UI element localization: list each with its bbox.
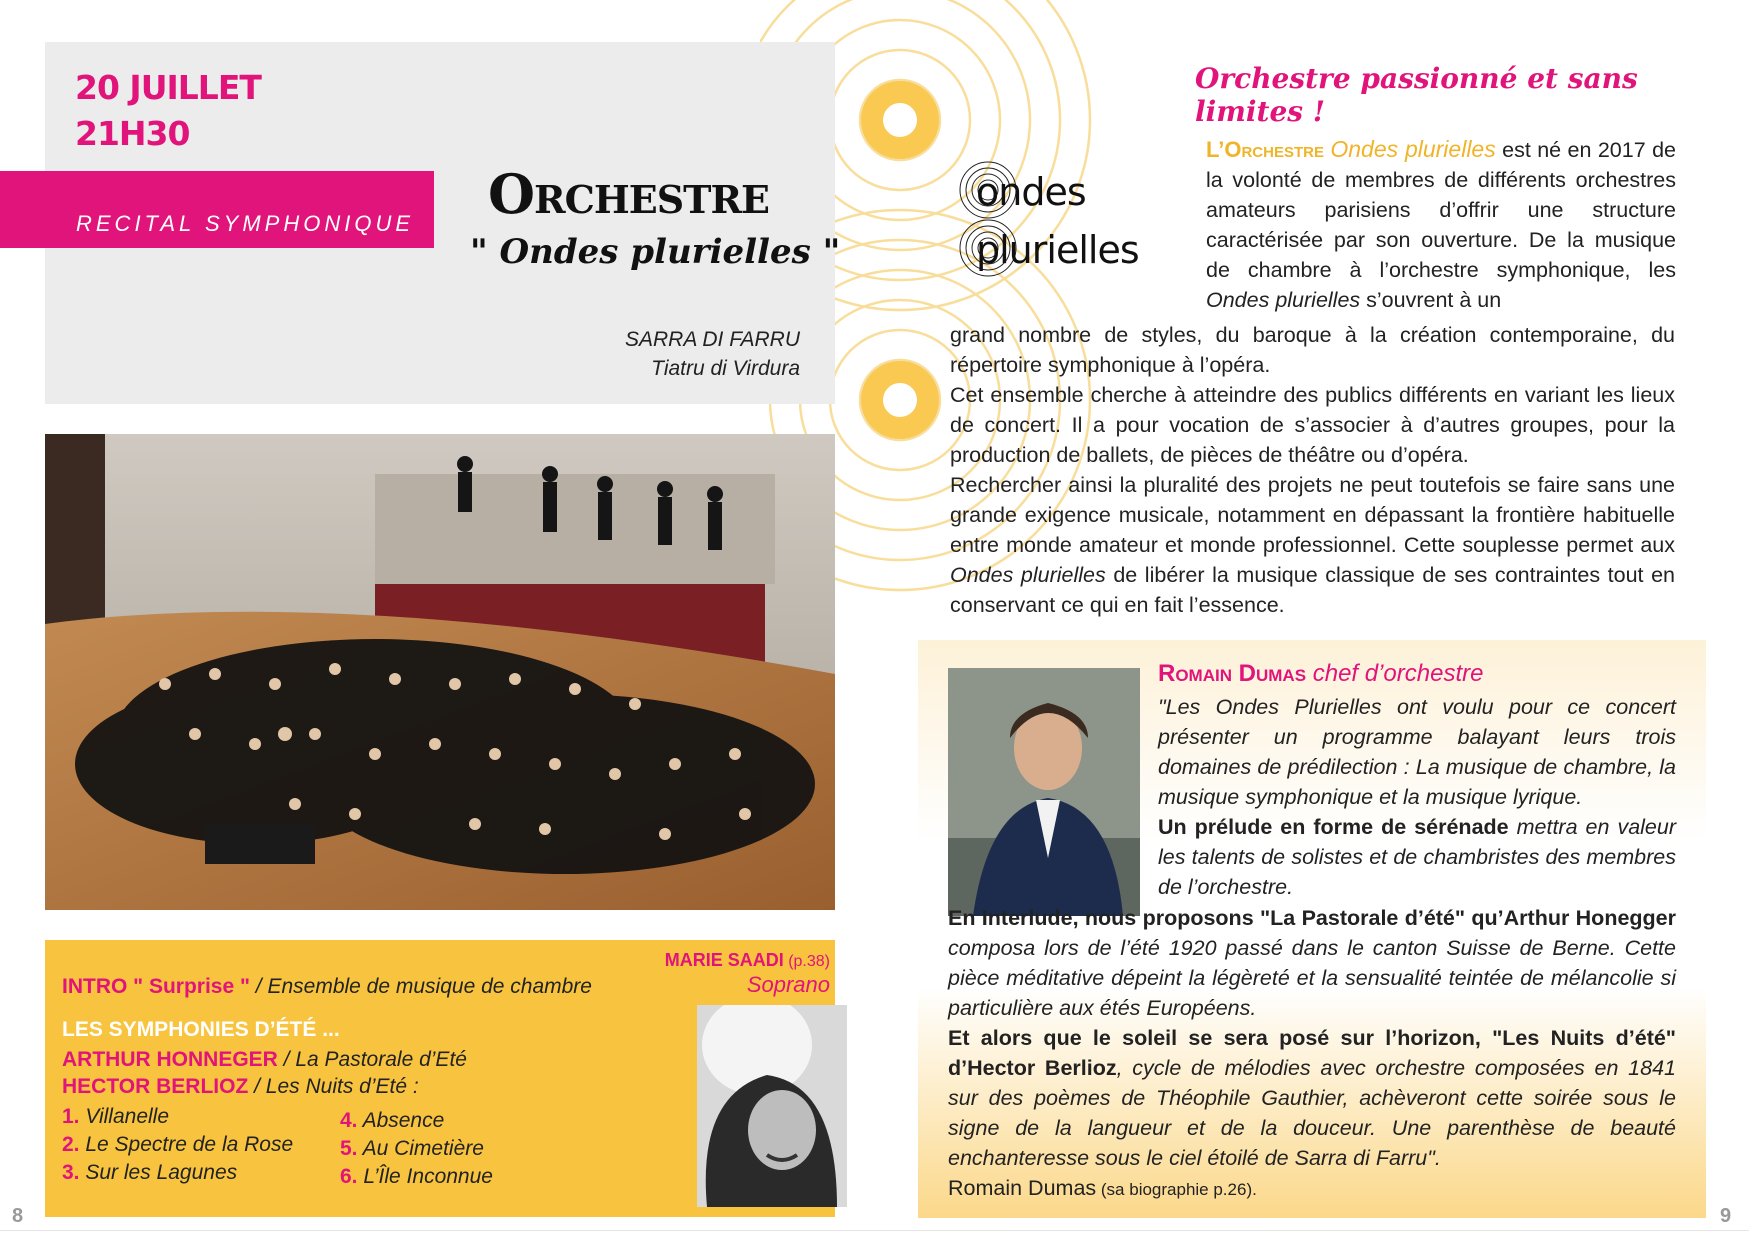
list-item: 5. Au Cimetière bbox=[340, 1137, 484, 1160]
quote-highlight: Et alors que le soleil se sera posé sur l’horizon, "Les Nuits d’été" d’Hector Berlioz bbox=[948, 1026, 1676, 1080]
soloist-role: Soprano bbox=[746, 972, 830, 997]
intro-label: INTRO " Surprise " bbox=[62, 975, 250, 998]
conductor-photo bbox=[948, 668, 1140, 916]
composer-name: ARTHUR HONNEGER bbox=[62, 1048, 278, 1071]
lead-word: L’Orchestre bbox=[1206, 137, 1324, 162]
quote-text: "Les Ondes Plurielles ont voulu pour ce concert présenter un programme balayant leurs trois domaines de prédilection : La musique de chambre, la musique symphonique et la musique lyrique. bbox=[1158, 695, 1676, 809]
list-item: 4. Absence bbox=[340, 1109, 445, 1132]
quote-text: composa lors de l’été 1920 passé dans le canton Suisse de Berne. Cette pièce méditative dépeint la légèreté et la sensualité teintée de mélancolie si particulière aux étés Européens. bbox=[948, 936, 1676, 1020]
song-list-right bbox=[340, 1107, 493, 1191]
conductor-name: Romain Dumas bbox=[1158, 660, 1307, 687]
category-label: RECITAL SYMPHONIQUE bbox=[76, 211, 415, 236]
intro-desc: / Ensemble de musique de chambre bbox=[249, 975, 592, 998]
quote-text: , cycle de mélodies avec orchestre composées en 1841 sur des poèmes de Théophile Gauthier, achèveront cette soirée sous le signe de la langueur et de la douceur. Une parenthèse de beauté enchanteresse sous le ciel étoilé de Sarra di Farru". bbox=[948, 1056, 1676, 1170]
event-title: Orchestre bbox=[488, 162, 769, 226]
orchestra-name: Ondes plurielles bbox=[1330, 136, 1496, 162]
ondes-plurielles-logo bbox=[958, 150, 1168, 280]
paragraph-text: est né en 2017 de la volonté de membres de différents orchestres amateurs parisiens d’offrir une structure caractérisée par son ouverture. De la musique de chambre à l’orchestre symphonique, les bbox=[1206, 138, 1676, 282]
list-item: 2. Le Spectre de la Rose bbox=[62, 1133, 294, 1156]
conductor-heading bbox=[1158, 660, 1483, 688]
program-composer-2 bbox=[62, 1075, 419, 1099]
paragraph-text: s’ouvrent à un bbox=[1360, 288, 1502, 312]
page-number-right: 9 bbox=[1720, 1205, 1732, 1227]
signature: Romain Dumas bbox=[948, 1176, 1097, 1200]
list-item: 6. L’Île Inconnue bbox=[340, 1165, 493, 1188]
event-subtitle: " Ondes plurielles " bbox=[470, 232, 841, 272]
conductor-role: chef d’orchestre bbox=[1306, 660, 1484, 687]
venue-name: SARRA DI FARRU bbox=[624, 328, 800, 351]
composer-work: / Les Nuits d’Eté : bbox=[248, 1075, 419, 1098]
tagline: Orchestre passionné et sans limites ! bbox=[1195, 62, 1638, 128]
program-section-title: LES SYMPHONIES D’ÉTÉ ... bbox=[62, 1018, 340, 1041]
event-date: 20 JUILLET bbox=[75, 68, 261, 107]
venue-hall: Tiatru di Virdura bbox=[651, 357, 800, 380]
logo-word-2: plurielles bbox=[976, 228, 1139, 272]
conductor-quote-part-2 bbox=[948, 903, 1676, 1205]
orchestra-intro-paragraph bbox=[1206, 134, 1676, 315]
event-time: 21H30 bbox=[75, 114, 190, 153]
paragraph-text: Rechercher ainsi la pluralité des projets ne peut toutefois se faire sans une grande exigence musicale, notamment en dépassant la frontière habituelle entre monde amateur et monde professionnel. Cette souplesse permet aux Ondes plurielles de libérer la musique classique de ses contraintes tout en conservant ce qui en fait l’essence. bbox=[950, 473, 1676, 617]
quote-text: mettra en valeur les talents de solistes et de chambristes des membres de l’orchestre. bbox=[1158, 815, 1677, 899]
program-composer-1 bbox=[62, 1048, 467, 1072]
orchestra-name: Ondes plurielles bbox=[1206, 288, 1361, 312]
page-number-left: 8 bbox=[12, 1205, 24, 1227]
quote-highlight: Un prélude en forme de sérénade bbox=[1158, 815, 1509, 839]
song-list-left bbox=[62, 1103, 293, 1187]
soloist-name: MARIE SAADI (p.38) bbox=[664, 950, 830, 970]
program-intro bbox=[62, 975, 592, 999]
composer-name: HECTOR BERLIOZ bbox=[62, 1075, 249, 1098]
footer-divider bbox=[0, 1230, 1749, 1231]
orchestra-description bbox=[950, 320, 1675, 620]
orchestra-photo bbox=[45, 434, 835, 910]
logo-word-1: ondes bbox=[976, 170, 1086, 214]
composer-work: / La Pastorale d’Eté bbox=[277, 1048, 467, 1071]
signature-note: (sa biographie p.26). bbox=[1096, 1180, 1257, 1199]
quote-highlight: En Interlude, nous proposons "La Pastorale d’été" qu’Arthur Honegger bbox=[948, 906, 1676, 930]
conductor-quote-part-1 bbox=[1158, 692, 1676, 902]
paragraph-text: Cet ensemble cherche à atteindre des publics différents en variant les lieux de concert. Il a pour vocation de s’associer à d’autres groupes, pour la production de ballets, de pièces de théâtre ou d’opéra. bbox=[950, 383, 1675, 467]
paragraph-text: grand nombre de styles, du baroque à la création contemporaine, du répertoire symphonique à l’opéra. bbox=[950, 323, 1675, 377]
soprano-photo bbox=[697, 1005, 847, 1207]
list-item: 1. Villanelle bbox=[62, 1105, 170, 1128]
list-item: 3. Sur les Lagunes bbox=[62, 1161, 238, 1184]
